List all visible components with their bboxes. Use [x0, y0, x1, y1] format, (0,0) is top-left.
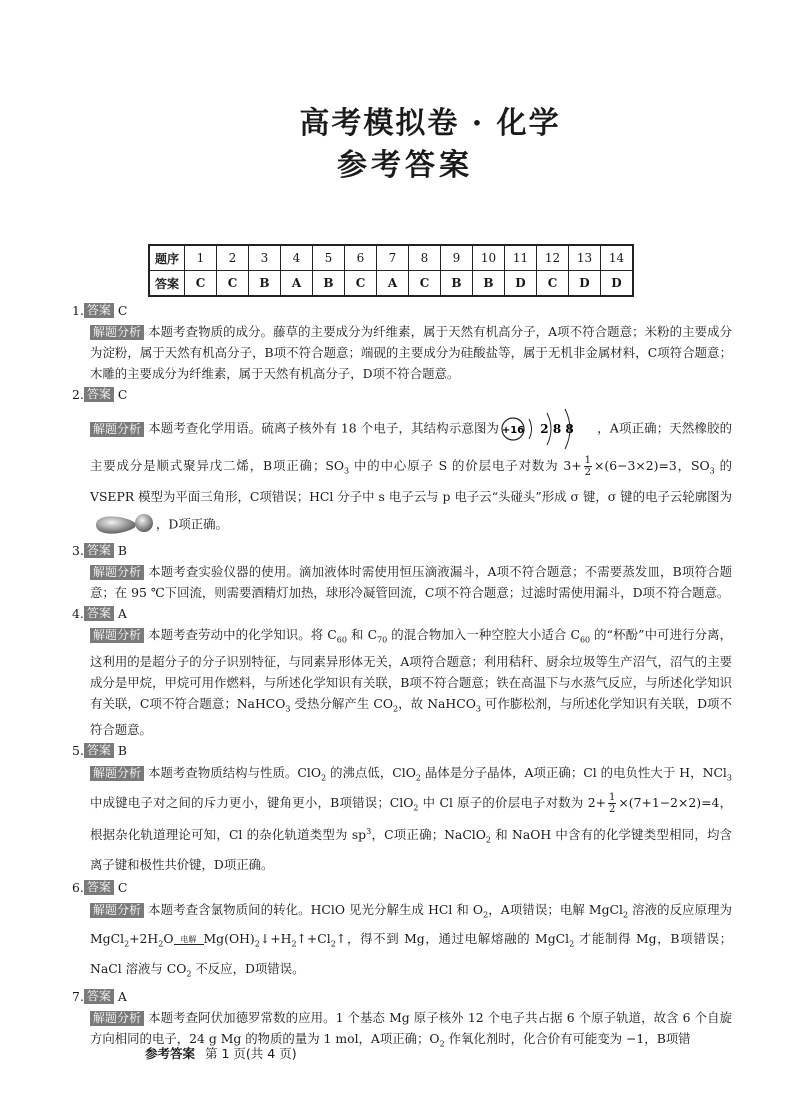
table-cell: C: [537, 271, 569, 297]
analysis-tag: 解题分析: [90, 766, 144, 781]
question-number: 1.: [72, 303, 84, 318]
table-cell: D: [505, 271, 537, 297]
table-cell: B: [313, 271, 345, 297]
electron-shells: 2 8 8: [540, 422, 574, 436]
page-number: 第 1 页(共 4 页): [205, 1046, 297, 1061]
table-cell: 12: [537, 245, 569, 271]
answer-table-number-row: [149, 245, 633, 271]
table-cell: 10: [473, 245, 505, 271]
table-cell: 2: [217, 245, 249, 271]
answer-tag: 答案: [84, 743, 114, 758]
table-cell: B: [441, 271, 473, 297]
analysis-tag: 解题分析: [90, 1011, 144, 1026]
question-number: 7.: [72, 989, 84, 1005]
nucleus-charge: +16: [501, 425, 525, 436]
answer-tag: 答案: [84, 387, 114, 402]
analysis-text: ，A项正确；天然橡胶的主要成分是顺式聚异戊二烯，B项正确；SO: [90, 420, 732, 473]
table-cell: D: [569, 271, 601, 297]
analysis-text: ，D项正确。: [156, 516, 228, 532]
answer-value: C: [117, 387, 128, 402]
answer-tag: 答案: [84, 303, 114, 318]
page-title: 高考模拟卷 · 化学: [299, 106, 561, 141]
question-2: 2. 答案 C 解题分析 本题考查化学用语。硫离子核外有 18 个电子，其结构示意图为 +16 2 8 8 ，A项正确；天然橡胶的主要成分是顺式聚异戊二烯，B项正确；$SO_3$ 中的中心原子 S 的价层电子对数为 3+ $\frac{1}{2}$ ×(6−3×2)=3，$SO_3$ 的 VSEPR 模型为平面三角形，C项错误；HCl 分子中 s 电子云与 p 电子云“头碰头”形成 σ 键，σ 键的电子云轮廓图为，D项正确。: [72, 384, 732, 540]
fraction: $\frac{1}{2}$: [584, 455, 592, 478]
answers-content: [72, 300, 732, 1055]
answer-tag: 答案: [84, 606, 114, 621]
electrolysis-arrow: 电解: [174, 935, 204, 945]
table-header-number: 题序: [149, 245, 185, 271]
answer-value: C: [117, 879, 128, 895]
answer-value: C: [117, 303, 128, 318]
question-1: [72, 300, 732, 384]
answer-tag: 答案: [84, 989, 114, 1004]
answer-value: B: [117, 543, 127, 559]
analysis-text: 本题考查实验仪器的使用。滴加液体时需使用恒压滴液漏斗，A项不符合题意；不需要蒸发皿，B项符合题意；在 95 ℃下回流，则需要酒精灯加热，球形冷凝管回流，C项不符合题意；过滤时需使用漏斗，D项不符合题意。: [90, 564, 732, 601]
fraction: $\frac{1}{2}$: [608, 791, 616, 815]
analysis-tag: 解题分析: [90, 422, 144, 437]
table-cell: B: [249, 271, 281, 297]
footer-label: 参考答案: [145, 1046, 196, 1061]
table-cell: 11: [505, 245, 537, 271]
table-cell: 4: [281, 245, 313, 271]
analysis-text: ×(6−3×2)=3，SO: [594, 458, 710, 473]
analysis-text: 本题考查物质的成分。藤草的主要成分为纤维素，属于天然有机高分子，A项不符合题意；米粉的主要成分为淀粉，属于天然有机高分子，B项不符合题意；端砚的主要成分为硅酸盐等，属于无机非金属材料，C项符合题意；木雕的主要成分为纤维素，属于天然有机高分子，D项不符合题意。: [90, 324, 732, 381]
table-cell: A: [281, 271, 313, 297]
table-cell: 8: [409, 245, 441, 271]
sigma-bond-cloud-image: [90, 510, 156, 540]
question-6: 6. 答案 C 解题分析 本题考查含氯物质间的转化。HClO 见光分解生成 HCl 和 $O_2$，A项错误；电解 MgCl$_2$ 溶液的反应原理为 $MgCl_2+2H_2O$ 电解 $Mg(OH)_2↓+H_2↑+Cl_2↑$，得不到 Mg，通过电解熔融的 MgCl$_2$ 才能制得 Mg，B项错误；NaCl 溶液与 $CO_2$ 不反应，D项错误。: [72, 877, 732, 986]
table-header-answer: 答案: [149, 271, 185, 297]
table-cell: 13: [569, 245, 601, 271]
table-cell: C: [217, 271, 249, 297]
analysis-tag: 解题分析: [90, 565, 144, 580]
answer-tag: 答案: [84, 543, 114, 558]
table-cell: C: [409, 271, 441, 297]
table-cell: 7: [377, 245, 409, 271]
analysis-text: 本题考查化学用语。硫离子核外有 18 个电子，其结构示意图为: [148, 420, 500, 436]
table-cell: D: [601, 271, 634, 297]
answer-value: A: [117, 989, 127, 1005]
question-number: 5.: [72, 743, 84, 759]
table-cell: 9: [441, 245, 473, 271]
table-cell: B: [473, 271, 505, 297]
table-cell: 1: [185, 245, 217, 271]
question-4: 4. 答案 A 解题分析 本题考查劳动中的化学知识。将 $C_{60}$ 和 $C_{70}$ 的混合物加入一种空腔大小适合 $C_{60}$ 的“杯酚”中可进行分离，这利用的是超分子的分子识别特征，与同素异形体无关，A项符合题意；利用秸秆、厨余垃圾等生产沼气，沼气的主要成分是甲烷，甲烷可用作燃料，与所述化学知识有关联，B项不符合题意；铁在高温下与水蒸气反应，与所述化学知识有关联，C项不符合题意；NaHCO$_3$ 受热分解产生 $CO_2$，故 NaHCO$_3$ 可作膨松剂，与所述化学知识有关联，D项不符合题意。: [72, 603, 732, 740]
answer-table-answer-row: [149, 271, 633, 297]
question-number: 4.: [72, 606, 84, 622]
question-number: 2.: [72, 387, 84, 402]
page-subtitle: 参考答案: [337, 148, 473, 183]
table-cell: 6: [345, 245, 377, 271]
analysis-text: 中的中心原子 S 的价层电子对数为 3+: [349, 458, 582, 473]
table-cell: A: [377, 271, 409, 297]
analysis-tag: 解题分析: [90, 325, 144, 340]
answer-value: B: [117, 743, 127, 759]
table-cell: C: [345, 271, 377, 297]
answer-table: [148, 244, 634, 297]
answer-tag: 答案: [84, 880, 114, 895]
question-7: 7. 答案 A 解题分析 本题考查阿伏加德罗常数的应用。1 个基态 Mg 原子核外 12 个电子共占据 6 个原子轨道，故含 6 个自旋方向相同的电子，24 g Mg 的物质的量为 1 mol，A项正确；$O_2$ 作氧化剂时，化合价有可能变为 −1，B项错: [72, 986, 732, 1054]
table-cell: 3: [249, 245, 281, 271]
analysis-tag: 解题分析: [90, 903, 144, 918]
table-cell: C: [185, 271, 217, 297]
question-5: 5. 答案 B 解题分析 本题考查物质结构与性质。ClO$_2$ 的沸点低，ClO$_2$ 晶体是分子晶体，A项正确；Cl 的电负性大于 H，NCl$_3$ 中成键电子对之间的斥力更小，键角更小，B项错误；ClO$_2$ 中 Cl 原子的价层电子对数为 2+ $\frac{1}{2}$ ×(7+1−2×2)=4，根据杂化轨道理论可知，Cl 的杂化轨道类型为 $sp^3$，C项正确；NaClO$_2$ 和 NaOH 中含有的化学键类型相同，均含离子键和极性共价键，D项正确。: [72, 740, 732, 877]
answer-value: A: [117, 606, 127, 622]
question-3: [72, 540, 732, 603]
table-cell: 14: [601, 245, 634, 271]
analysis-tag: 解题分析: [90, 628, 144, 643]
sulfide-ion-structure-diagram: [499, 405, 597, 453]
question-number: 3.: [72, 543, 84, 559]
page-footer: [145, 1044, 297, 1062]
analysis-text: 的 VSEPR 模型为平面三角形，C项错误；HCl 分子中 s 电子云与 p 电子云“头碰头”形成 σ 键，σ 键的电子云轮廓图为: [90, 458, 732, 505]
table-cell: 5: [313, 245, 345, 271]
question-number: 6.: [72, 879, 84, 895]
